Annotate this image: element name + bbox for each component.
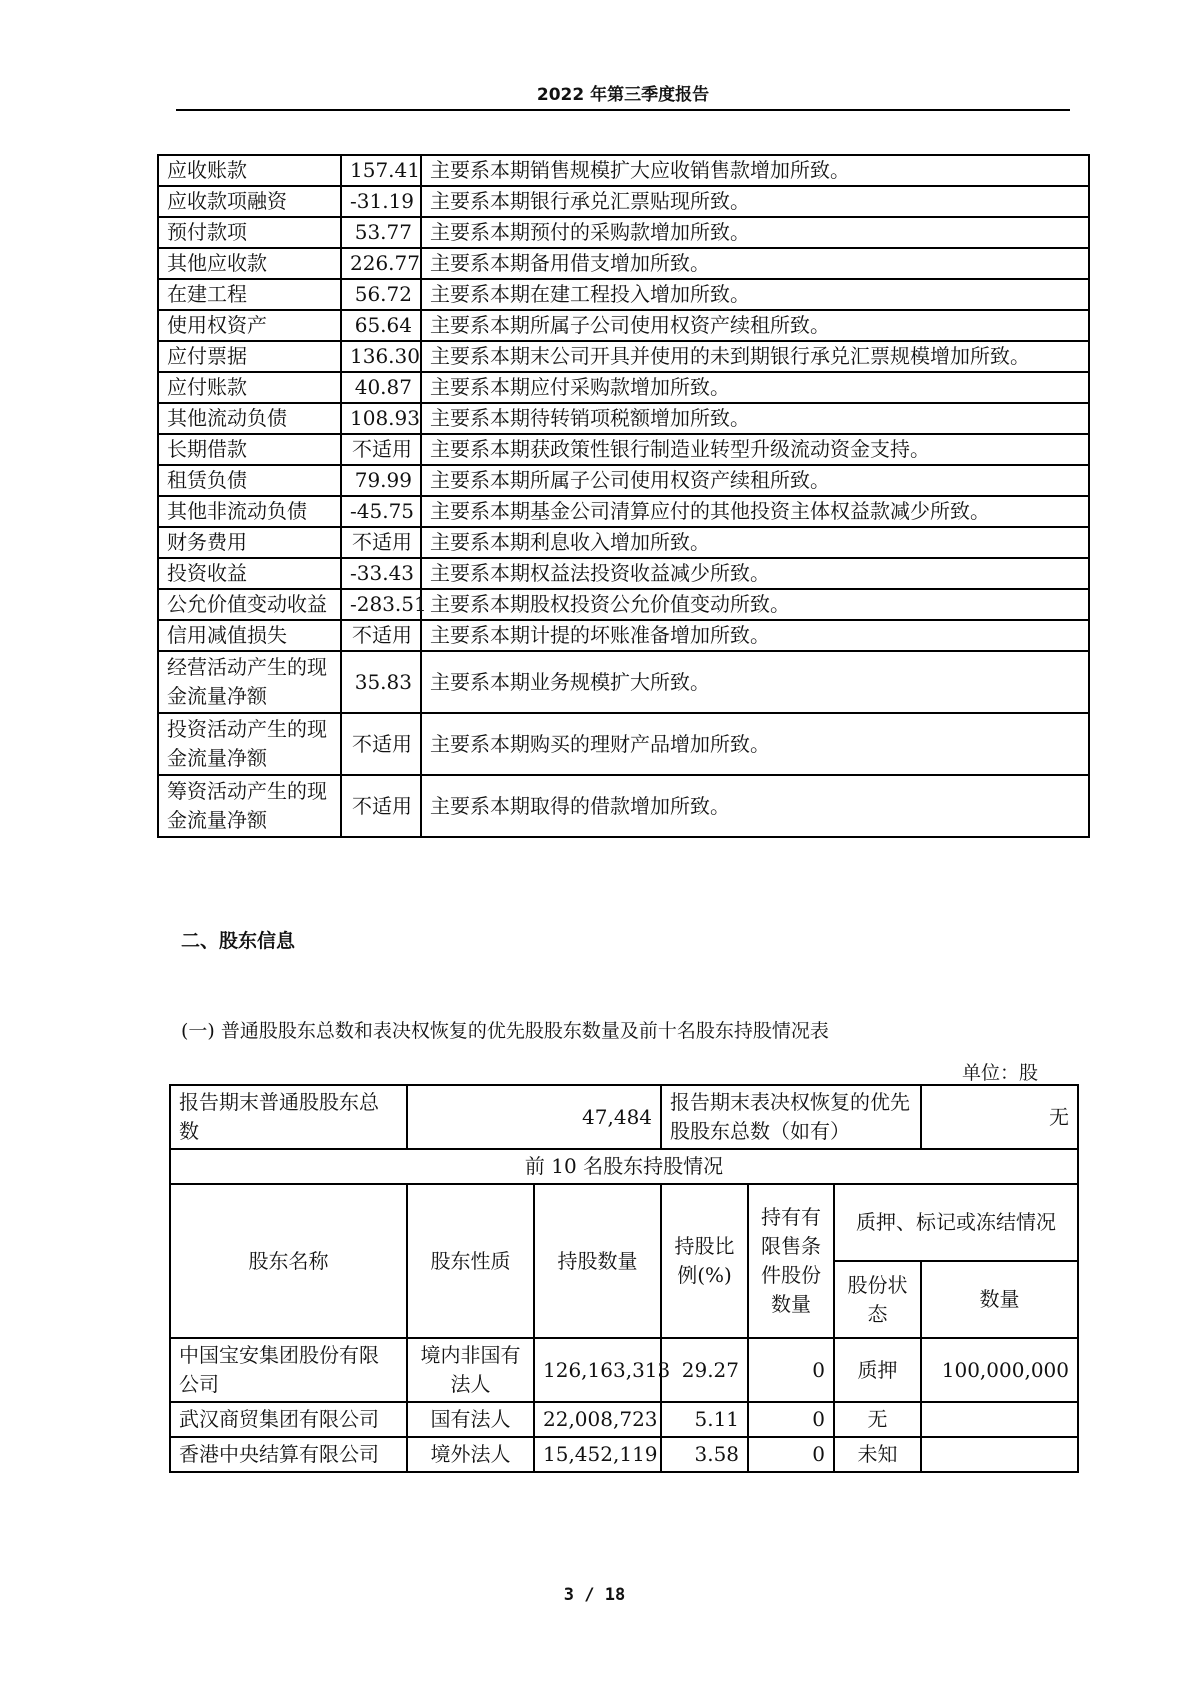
reason-cell: 主要系本期待转销项税额增加所致。 (421, 403, 1089, 434)
holder-ratio: 5.11 (661, 1402, 748, 1437)
reason-cell: 主要系本期获政策性银行制造业转型升级流动资金支持。 (421, 434, 1089, 465)
header-pledge-status: 股份状态 (834, 1261, 921, 1338)
table-row (158, 372, 1089, 403)
ratio-cell: 79.99 (341, 465, 421, 496)
table-row (158, 279, 1089, 310)
reason-cell: 主要系本期权益法投资收益减少所致。 (421, 558, 1089, 589)
header-shares: 持股数量 (534, 1184, 661, 1338)
table-row (158, 248, 1089, 279)
header-pledge-qty: 数量 (921, 1261, 1078, 1338)
table-row (158, 620, 1089, 651)
item-cell: 经营活动产生的现金流量净额 (158, 651, 341, 713)
item-cell: 其他流动负债 (158, 403, 341, 434)
reason-cell: 主要系本期股权投资公允价值变动所致。 (421, 589, 1089, 620)
table-row (158, 465, 1089, 496)
ratio-cell: -283.51 (341, 589, 421, 620)
header-divider (176, 109, 1070, 111)
subsection-heading: (一) 普通股股东总数和表决权恢复的优先股股东数量及前十名股东持股情况表 (181, 1020, 829, 1042)
holder-pledge-qty (921, 1437, 1078, 1472)
header-restricted: 持有有限售条件股份数量 (748, 1184, 834, 1338)
item-cell: 投资收益 (158, 558, 341, 589)
page-number: 3 / 18 (563, 1585, 626, 1605)
ratio-cell: 不适用 (341, 713, 421, 775)
item-cell: 其他非流动负债 (158, 496, 341, 527)
total-holders-value: 47,484 (407, 1085, 661, 1149)
holder-restricted: 0 (748, 1402, 834, 1437)
ratio-cell: -45.75 (341, 496, 421, 527)
holder-nature: 境外法人 (407, 1437, 534, 1472)
header-row (170, 1184, 1078, 1261)
holder-nature: 国有法人 (407, 1402, 534, 1437)
item-cell: 应付账款 (158, 372, 341, 403)
table-row (158, 434, 1089, 465)
item-cell: 长期借款 (158, 434, 341, 465)
reason-cell: 主要系本期销售规模扩大应收销售款增加所致。 (421, 155, 1089, 186)
reason-cell: 主要系本期所属子公司使用权资产续租所致。 (421, 310, 1089, 341)
ratio-cell: 226.77 (341, 248, 421, 279)
ratio-cell: 不适用 (341, 620, 421, 651)
item-cell: 投资活动产生的现金流量净额 (158, 713, 341, 775)
holder-pledge-status: 无 (834, 1402, 921, 1437)
holder-shares: 15,452,119 (534, 1437, 661, 1472)
reason-cell: 主要系本期购买的理财产品增加所致。 (421, 713, 1089, 775)
change-reasons-table (157, 154, 1090, 838)
ratio-cell: 不适用 (341, 775, 421, 837)
table-row (158, 341, 1089, 372)
header-ratio: 持股比例(%) (661, 1184, 748, 1338)
holder-name: 中国宝安集团股份有限公司 (170, 1338, 407, 1402)
holder-restricted: 0 (748, 1437, 834, 1472)
header-pledge: 质押、标记或冻结情况 (834, 1184, 1078, 1261)
holder-ratio: 29.27 (661, 1338, 748, 1402)
pref-holders-value: 无 (921, 1085, 1078, 1149)
table-row (158, 217, 1089, 248)
top10-title: 前 10 名股东持股情况 (170, 1149, 1078, 1184)
reason-cell: 主要系本期基金公司清算应付的其他投资主体权益款减少所致。 (421, 496, 1089, 527)
item-cell: 预付款项 (158, 217, 341, 248)
holder-ratio: 3.58 (661, 1437, 748, 1472)
item-cell: 财务费用 (158, 527, 341, 558)
item-cell: 租赁负债 (158, 465, 341, 496)
header-nature: 股东性质 (407, 1184, 534, 1338)
holder-nature: 境内非国有法人 (407, 1338, 534, 1402)
reason-cell: 主要系本期预付的采购款增加所致。 (421, 217, 1089, 248)
item-cell: 其他应收款 (158, 248, 341, 279)
ratio-cell: 108.93 (341, 403, 421, 434)
ratio-cell: 157.41 (341, 155, 421, 186)
holder-name: 香港中央结算有限公司 (170, 1437, 407, 1472)
table-row (158, 186, 1089, 217)
reason-cell: 主要系本期取得的借款增加所致。 (421, 775, 1089, 837)
table-row (158, 775, 1089, 837)
report-header-title: 2022 年第三季度报告 (536, 85, 710, 105)
item-cell: 使用权资产 (158, 310, 341, 341)
holder-shares: 22,008,723 (534, 1402, 661, 1437)
table-row (158, 589, 1089, 620)
pref-holders-label: 报告期末表决权恢复的优先股股东总数（如有） (661, 1085, 921, 1149)
item-cell: 应收款项融资 (158, 186, 341, 217)
table-row (158, 403, 1089, 434)
item-cell: 应收账款 (158, 155, 341, 186)
ratio-cell: 53.77 (341, 217, 421, 248)
ratio-cell: -31.19 (341, 186, 421, 217)
holder-name: 武汉商贸集团有限公司 (170, 1402, 407, 1437)
item-cell: 应付票据 (158, 341, 341, 372)
table-row (170, 1402, 1078, 1437)
table-row (158, 155, 1089, 186)
holder-shares: 126,163,313 (534, 1338, 661, 1402)
table-row (170, 1338, 1078, 1402)
item-cell: 筹资活动产生的现金流量净额 (158, 775, 341, 837)
header-name: 股东名称 (170, 1184, 407, 1338)
item-cell: 公允价值变动收益 (158, 589, 341, 620)
ratio-cell: 35.83 (341, 651, 421, 713)
reason-cell: 主要系本期利息收入增加所致。 (421, 527, 1089, 558)
reason-cell: 主要系本期所属子公司使用权资产续租所致。 (421, 465, 1089, 496)
table-row (158, 496, 1089, 527)
shareholders-table (169, 1084, 1079, 1473)
table-row (158, 527, 1089, 558)
holder-pledge-qty: 100,000,000 (921, 1338, 1078, 1402)
holder-restricted: 0 (748, 1338, 834, 1402)
ratio-cell: -33.43 (341, 558, 421, 589)
change-reasons-body (158, 155, 1089, 837)
reason-cell: 主要系本期业务规模扩大所致。 (421, 651, 1089, 713)
holder-pledge-status: 质押 (834, 1338, 921, 1402)
top10-title-row (170, 1149, 1078, 1184)
table-row (170, 1437, 1078, 1472)
reason-cell: 主要系本期应付采购款增加所致。 (421, 372, 1089, 403)
reason-cell: 主要系本期备用借支增加所致。 (421, 248, 1089, 279)
ratio-cell: 56.72 (341, 279, 421, 310)
ratio-cell: 不适用 (341, 434, 421, 465)
ratio-cell: 136.30 (341, 341, 421, 372)
item-cell: 信用减值损失 (158, 620, 341, 651)
table-row (158, 310, 1089, 341)
ratio-cell: 不适用 (341, 527, 421, 558)
table-row (158, 558, 1089, 589)
table-row (158, 651, 1089, 713)
holder-pledge-qty (921, 1402, 1078, 1437)
unit-label: 单位：股 (962, 1062, 1039, 1084)
total-holders-label: 报告期末普通股股东总数 (170, 1085, 407, 1149)
reason-cell: 主要系本期末公司开具并使用的未到期银行承兑汇票规模增加所致。 (421, 341, 1089, 372)
summary-row (170, 1085, 1078, 1149)
holder-pledge-status: 未知 (834, 1437, 921, 1472)
ratio-cell: 65.64 (341, 310, 421, 341)
item-cell: 在建工程 (158, 279, 341, 310)
reason-cell: 主要系本期在建工程投入增加所致。 (421, 279, 1089, 310)
reason-cell: 主要系本期计提的坏账准备增加所致。 (421, 620, 1089, 651)
section-heading: 二、股东信息 (181, 930, 296, 952)
table-row (158, 713, 1089, 775)
ratio-cell: 40.87 (341, 372, 421, 403)
reason-cell: 主要系本期银行承兑汇票贴现所致。 (421, 186, 1089, 217)
